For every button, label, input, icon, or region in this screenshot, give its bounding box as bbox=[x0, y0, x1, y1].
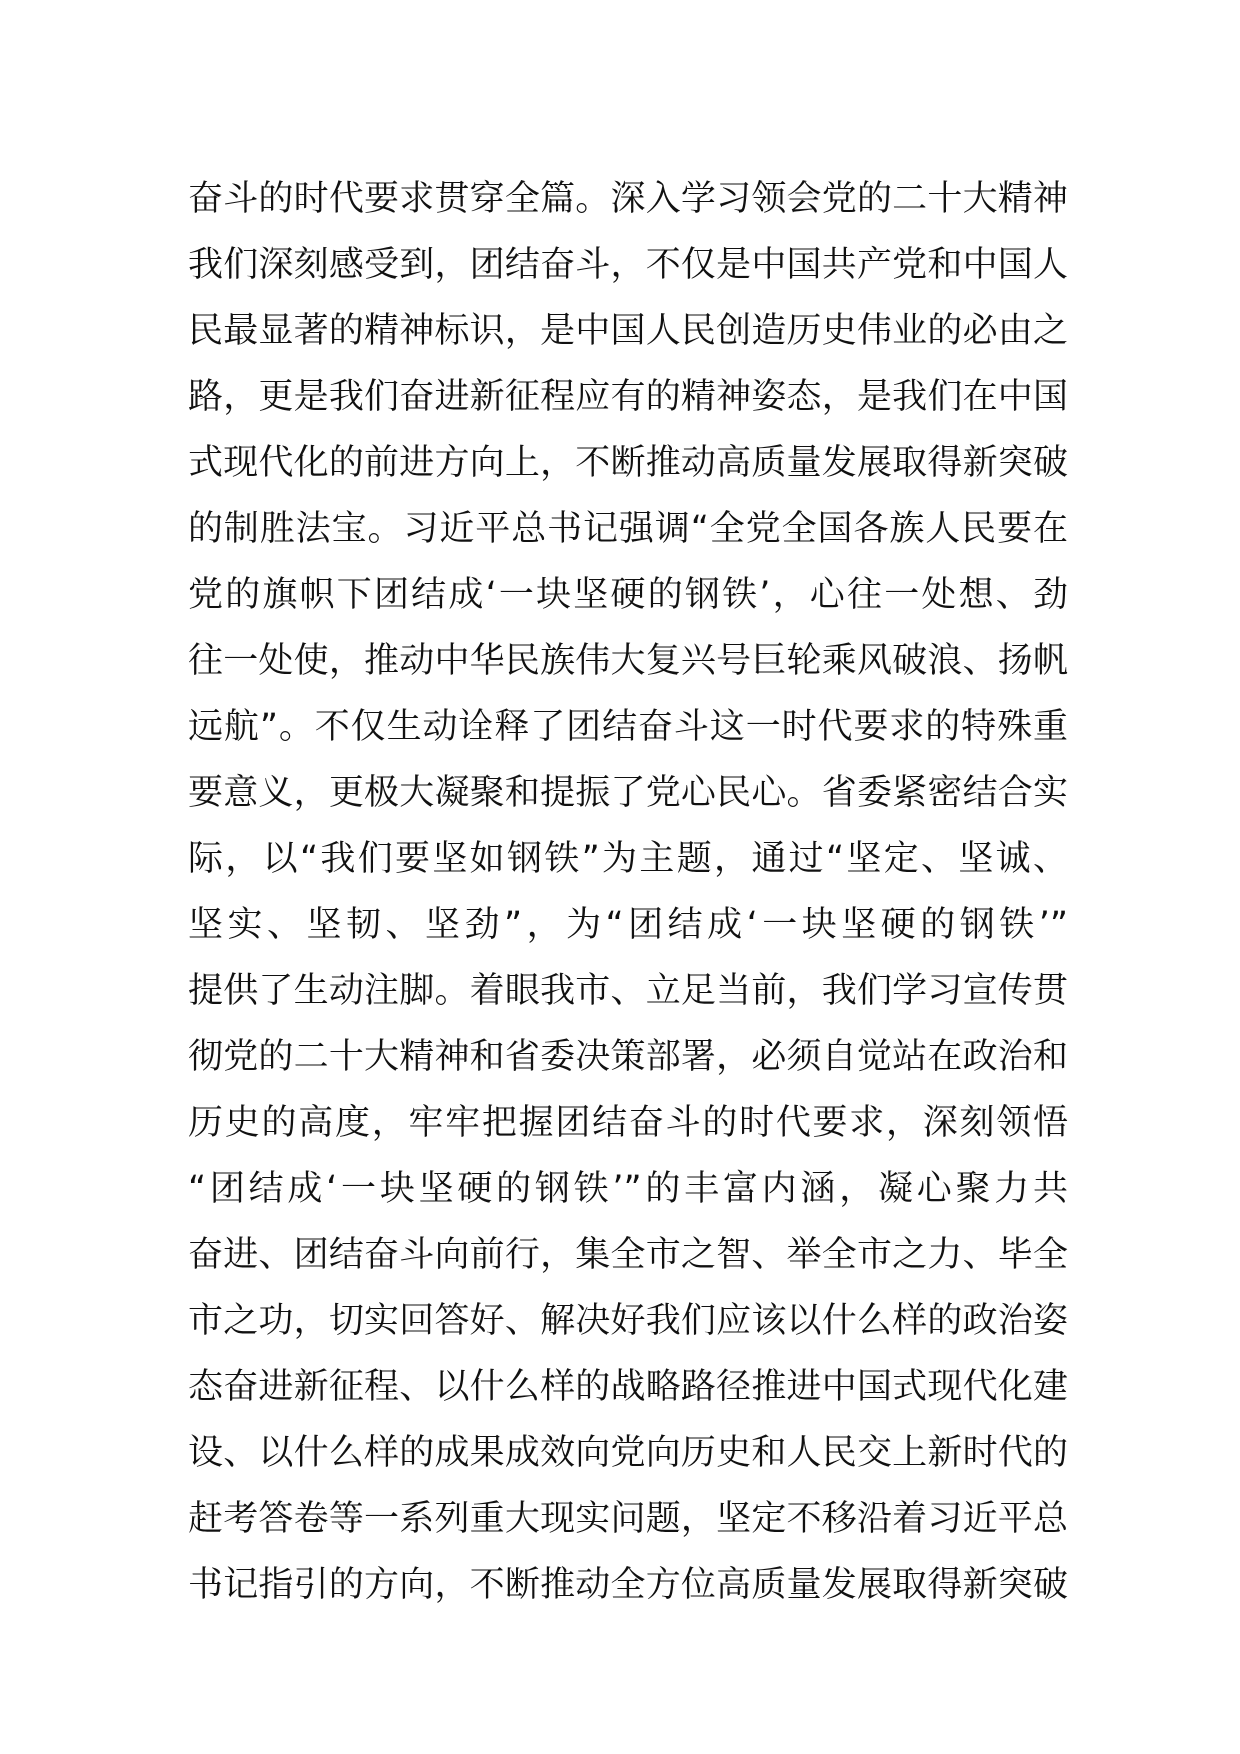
text-line: 要意义，更极大凝聚和提振了党心民心。省委紧密结合实 bbox=[188, 773, 1068, 813]
text-line: 式现代化的前进方向上，不断推动高质量发展取得新突破 bbox=[188, 443, 1068, 483]
text-line: “团结成‘一块坚硬的钢铁’”的丰富内涵，凝心聚力共 bbox=[188, 1169, 1068, 1209]
text-line: 坚实、坚韧、坚劲”，为“团结成‘一块坚硬的钢铁’” bbox=[188, 905, 1068, 945]
text-line: 党的旗帜下团结成‘一块坚硬的钢铁’，心往一处想、劲 bbox=[188, 575, 1068, 615]
text-line: 书记指引的方向，不断推动全方位高质量发展取得新突破 bbox=[188, 1565, 1068, 1605]
text-line: 历史的高度，牢牢把握团结奋斗的时代要求，深刻领悟 bbox=[188, 1103, 1068, 1143]
text-line: 我们深刻感受到，团结奋斗，不仅是中国共产党和中国人 bbox=[188, 245, 1068, 285]
text-line: 奋进、团结奋斗向前行，集全市之智、举全市之力、毕全 bbox=[188, 1235, 1068, 1275]
text-line: 路，更是我们奋进新征程应有的精神姿态，是我们在中国 bbox=[188, 377, 1068, 417]
text-line: 赶考答卷等一系列重大现实问题，坚定不移沿着习近平总 bbox=[188, 1499, 1068, 1539]
text-line: 市之功，切实回答好、解决好我们应该以什么样的政治姿 bbox=[188, 1301, 1068, 1341]
text-line: 际，以“我们要坚如钢铁”为主题，通过“坚定、坚诚、 bbox=[188, 839, 1068, 879]
text-line: 远航”。不仅生动诠释了团结奋斗这一时代要求的特殊重 bbox=[188, 707, 1068, 747]
text-line: 民最显著的精神标识，是中国人民创造历史伟业的必由之 bbox=[188, 311, 1068, 351]
body-text bbox=[188, 166, 1068, 1618]
text-line: 提供了生动注脚。着眼我市、立足当前，我们学习宣传贯 bbox=[188, 971, 1068, 1011]
text-line: 奋斗的时代要求贯穿全篇。深入学习领会党的二十大精神 bbox=[188, 179, 1068, 219]
text-line: 态奋进新征程、以什么样的战略路径推进中国式现代化建 bbox=[188, 1367, 1068, 1407]
text-line: 的制胜法宝。习近平总书记强调“全党全国各族人民要在 bbox=[188, 509, 1068, 549]
text-line: 往一处使，推动中华民族伟大复兴号巨轮乘风破浪、扬帆 bbox=[188, 641, 1068, 681]
text-line: 设、以什么样的成果成效向党向历史和人民交上新时代的 bbox=[188, 1433, 1068, 1473]
text-line: 彻党的二十大精神和省委决策部署，必须自觉站在政治和 bbox=[188, 1037, 1068, 1077]
